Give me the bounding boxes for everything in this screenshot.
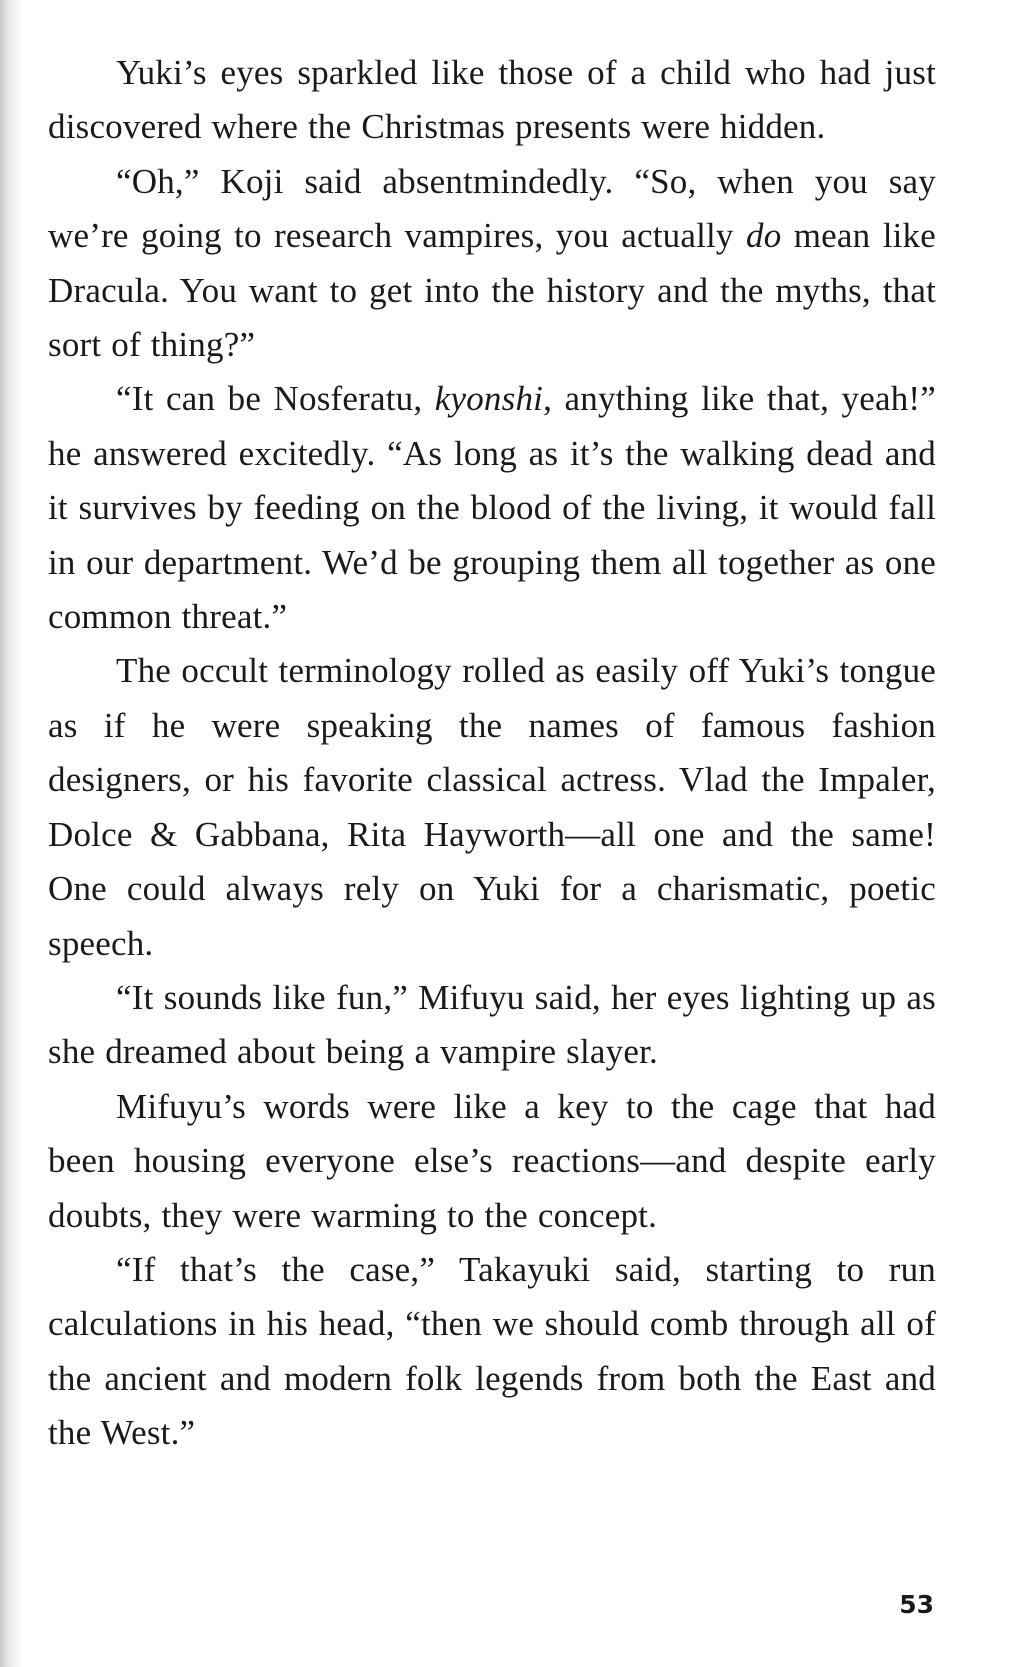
paragraph: The occult terminology rolled as easily off Yuki’s tongue as if he were speaking the names of famous fashion designers, or his favorite classical actress. Vlad the Impaler, Dolce & Gabbana, Rita Hayworth—all one and the same! One could always rely on Yuki for a charismatic, poetic speech.: [48, 651, 936, 963]
paragraph: Mifuyu’s words were like a key to the cage that had been housing everyone else’s reactions—and despite early doubts, they were warming to the concept.: [48, 1086, 936, 1235]
paragraph: “Oh,” Koji said absentmindedly. “So, when you say we’re going to research vampires, you actually do mean like Dracula. You want to get into the history and the myths, that sort of thing?”: [48, 161, 936, 365]
page-number: 53: [899, 1590, 934, 1619]
paragraph: “It can be Nosferatu, kyonshi, anything like that, yeah!” he answered excitedly. “As long as it’s the walking dead and it survives by feeding on the blood of the living, it would fall in our department. We’d be grouping them all together as one common threat.”: [48, 379, 936, 637]
paragraph: “It sounds like fun,” Mifuyu said, her eyes lighting up as she dreamed about being a vampire slayer.: [48, 977, 936, 1072]
paragraph: Yuki’s eyes sparkled like those of a child who had just discovered where the Christmas presents were hidden.: [48, 53, 936, 147]
paragraph: “If that’s the case,” Takayuki said, starting to run calculations in his head, “then we should comb through all of the ancient and modern folk legends from both the East and the West.”: [48, 1249, 936, 1453]
page-body-text: [48, 46, 936, 1461]
page-gutter-shadow: [0, 0, 22, 1667]
